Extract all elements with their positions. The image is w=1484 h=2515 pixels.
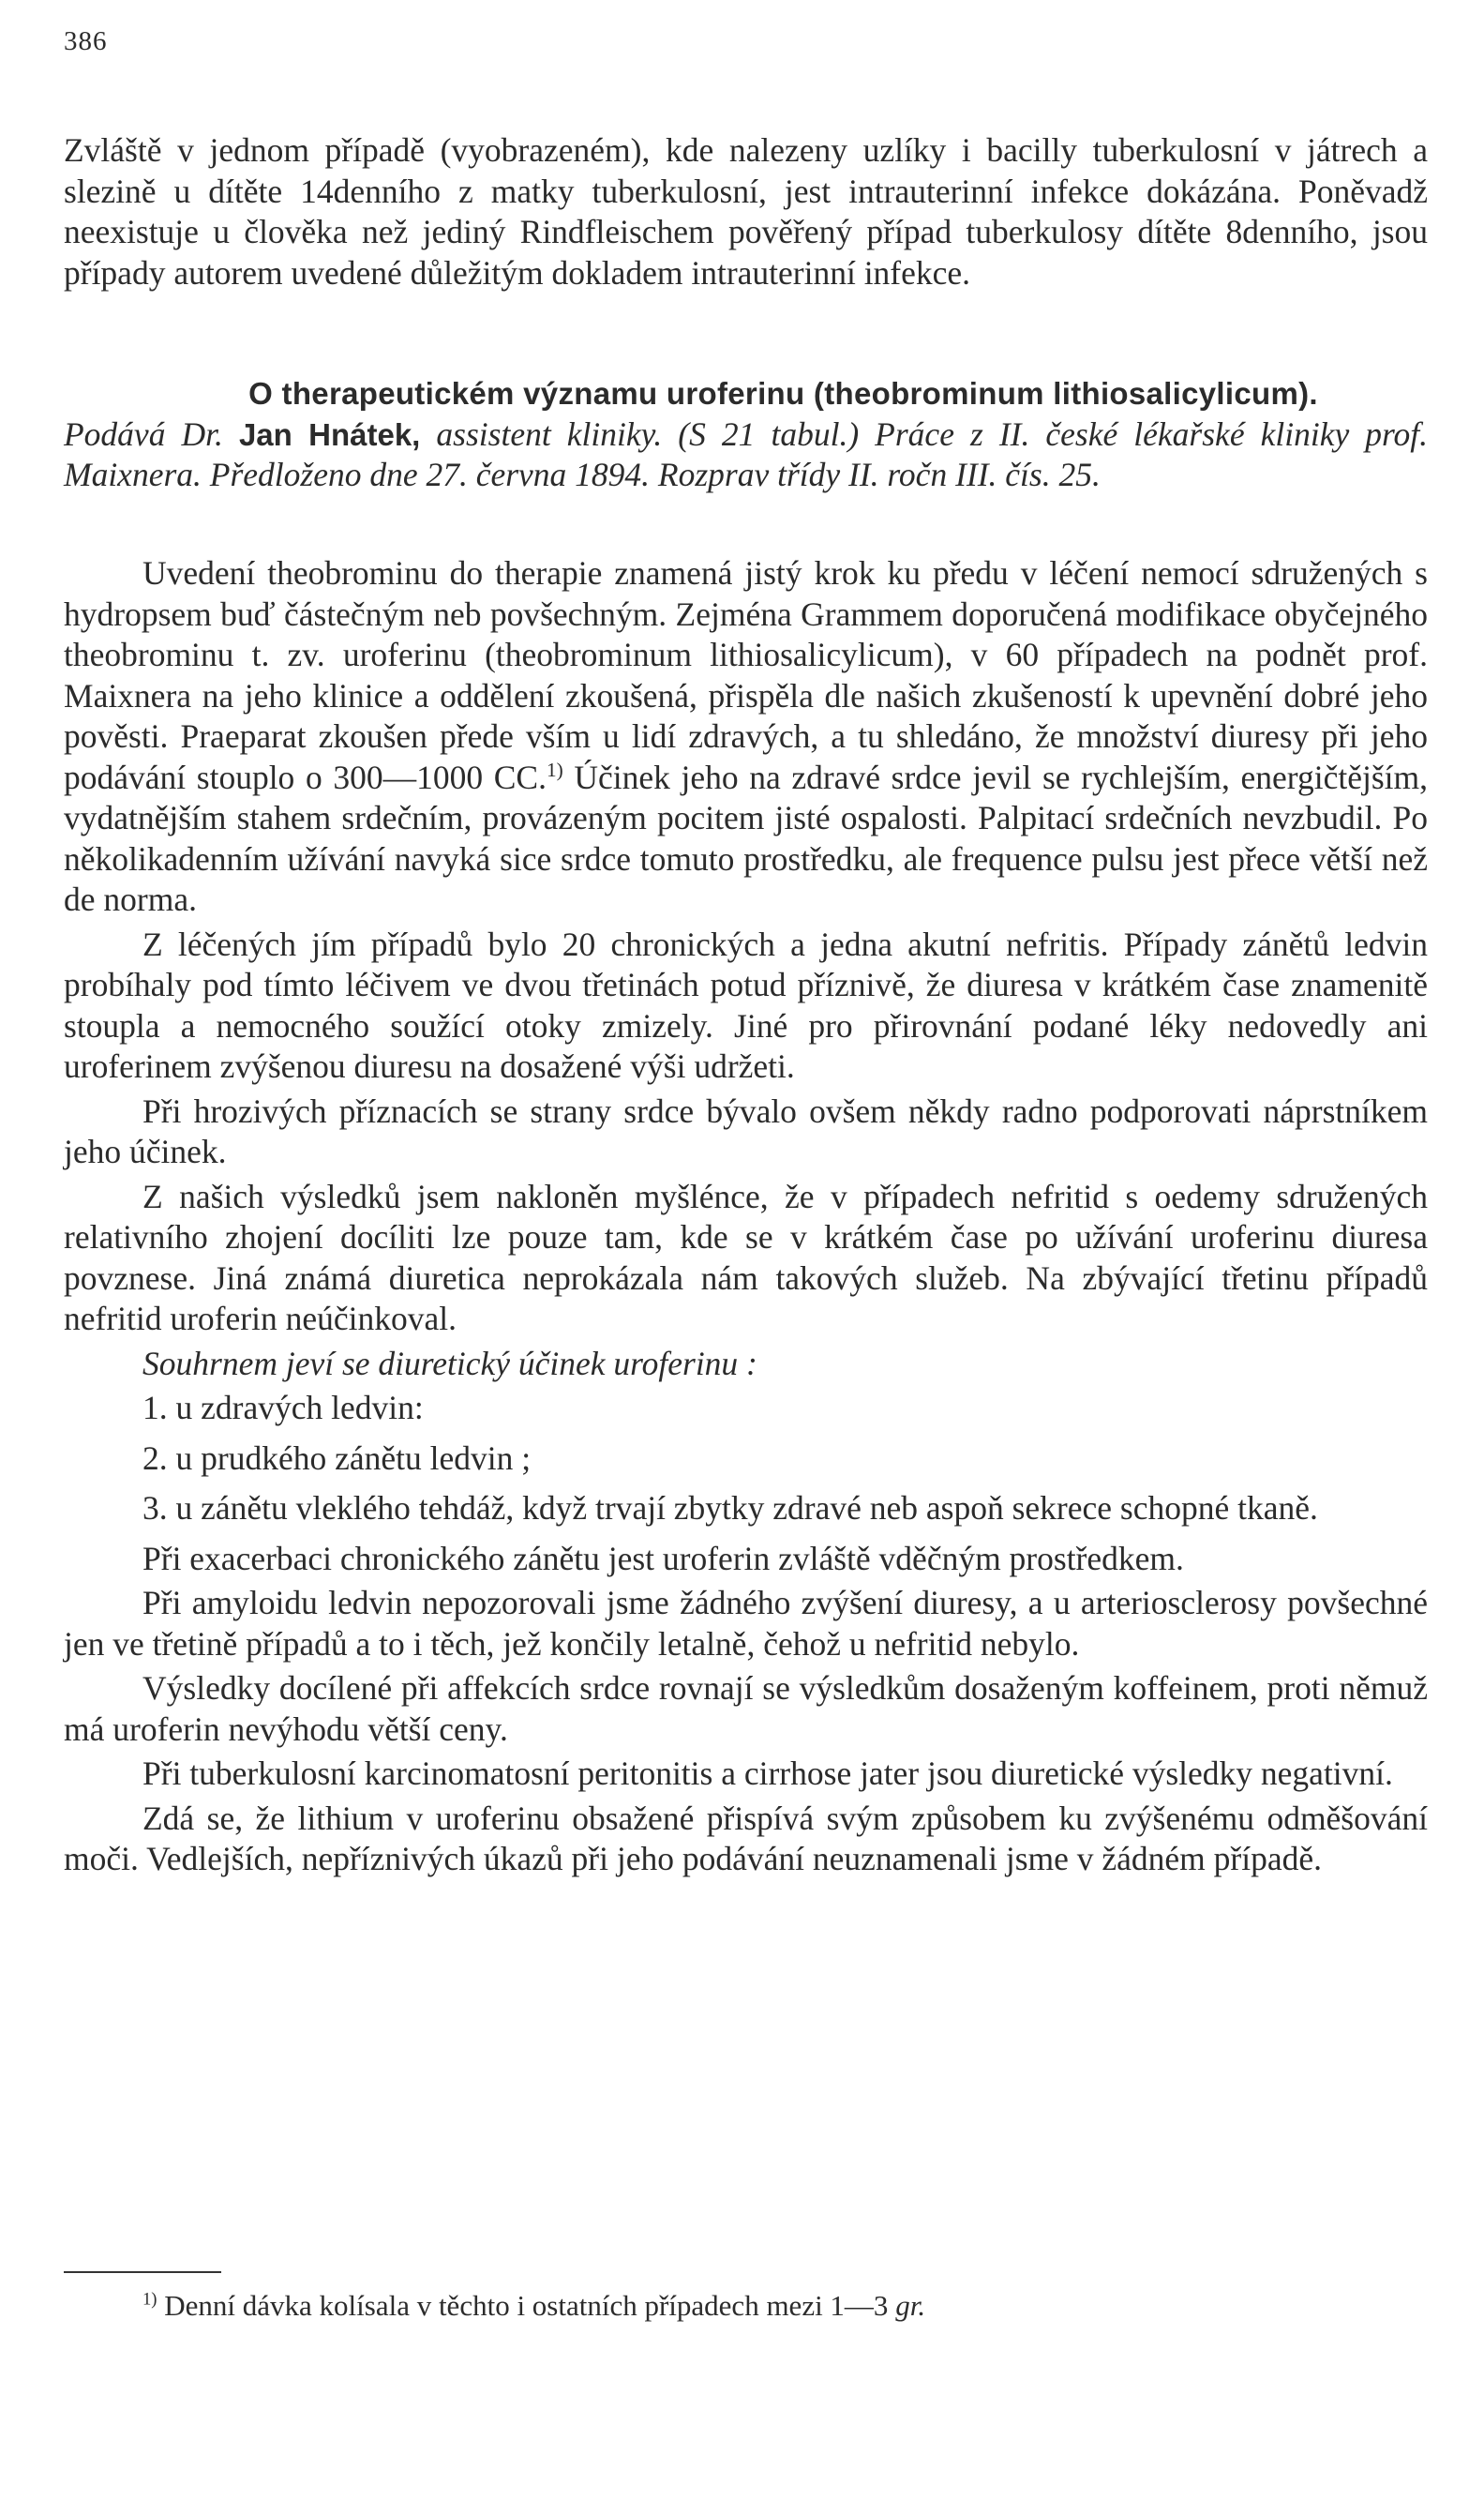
byline-prefix: Podává Dr. [64,414,223,453]
paragraph-7: Výsledky docílené při affekcích srdce rovnají se výsledkům dosaženým koffeinem, proti němuž má uroferin nevýhodu větší ceny. [64,1669,1428,1748]
footnote [64,2288,1428,2324]
paragraph-1-part-b: Účinek jeho na zdravé srdce jevil se rychlejším, energičtějším, vydatnějším stahem srdečním, provázeným pocitem jisté ospalosti. Palpitací srdečních nevzbudil. Po několikadenním užívání navyká sice srdce tomuto prostředku, ale frequence pulsu jest přece větší než de norma. [64,758,1428,918]
list-item-1: 1. u zdravých ledvin: [142,1389,424,1426]
article-author: Jan Hnátek, [238,416,421,452]
intro-paragraph: Zvláště v jednom případě (vyobrazeném), kde nalezeny uzlíky i bacilly tuberkulosní v játrech a slezině u dítěte 14denního z matky tuberkulosní, jest intrauterinní infekce dokázána. Poněvadž neexistuje u člověka než jediný Rindfleischem pověřený případ tuberkulosy dítěte 8denního, jsou případy autorem uvedené důležitým dokladem intrauterinní infekce. [64,131,1428,292]
article-title: O therapeutickém významu uroferinu (theobrominum lithiosalicylicum). [248,376,1318,411]
byline-suffix: assistent kliniky. (S 21 tabul.) Práce z II. české lékařské kliniky prof. Maixnera. Předloženo dne 27. června 1894. Rozprav třídy II. ročn III. čís. 25. [64,414,1429,493]
paragraph-2: Z léčených jím případů bylo 20 chronických a jedna akutní nefritis. Případy zánětů ledvin probíhaly pod tímto léčivem ve dvou třetinách potud příznivě, že diuresa v krátkém čase znamenitě stoupla a nemocného soužící otoky zmizely. Jiné pro přirovnání podané léky nedovedly ani uroferinem zvýšenou diuresu na dosažené výši udržeti. [64,925,1428,1085]
footnote-unit: gr. [895,2289,926,2322]
footnote-text: Denní dávka kolísala v těchto i ostatních případech mezi 1—3 [157,2289,896,2322]
footnote-divider [64,2271,221,2273]
paragraph-6: Při amyloidu ledvin nepozorovali jsme žádného zvýšení diuresy, a u arteriosclerosy povšechné jen ve třetině případů a to i těch, jež končily letalně, čehož u nefritid nebylo. [64,1584,1428,1663]
article-body [64,553,1428,1884]
footnote-reference: 1) [546,758,563,781]
paragraph-9: Zdá se, že lithium v uroferinu obsažené přispívá svým způsobem ku zvýšenému odměšování moči. Vedlejších, nepříznivých úkazů při jeho podávání neuznamenali jsme v žádném případě. [64,1799,1428,1877]
footnote-mark: 1) [142,2289,157,2310]
list-item-3: 3. u zánětu vleklého tehdáž, když trvají zbytky zdravé neb aspoň sekrece schopné tkaně. [142,1489,1318,1527]
paragraph-4: Z našich výsledků jsem nakloněn myšlénce, že v případech nefritid s oedemy sdružených relativního zhojení docíliti lze pouze tam, kde se v krátkém čase po užívání uroferinu diuresa povznese. Jiná známá diuretica neprokázala nám takových služeb. Na zbývající třetinu případů nefritid uroferin neúčinkoval. [64,1177,1428,1337]
paragraph-1-part-a: Uvedení theobrominu do therapie znamená jistý krok ku předu v léčení nemocí sdružených s hydropsem buď částečným neb povšechným. Zejména Grammem doporučená modifikace obyčejného theobrominu t. zv. uroferinu (theobrominum lithiosalicylicum), v 60 případech na podnět prof. Maixnera na jeho klinice a oddělení zkoušená, přispěla dle našich zkušeností k upevnění dobré jeho pověsti. Praeparat zkoušen přede vším u lidí zdravých, a tu shledáno, že množství diuresy při jeho podávání stouplo o 300—1000 CC. [64,554,1428,796]
page-number: 386 [64,26,108,56]
article-heading [64,373,1428,496]
summary-intro: Souhrnem jeví se diuretický účinek uroferinu : [142,1344,757,1382]
paragraph-1 [64,553,1428,921]
list-item-2: 2. u prudkého zánětu ledvin ; [142,1438,532,1477]
paragraph-8: Při tuberkulosní karcinomatosní peritonitis a cirrhose jater jsou diuretické výsledky negativní. [142,1754,1393,1792]
paragraph-5: Při exacerbaci chronického zánětu jest uroferin zvláště vděčným prostředkem. [142,1539,1184,1577]
paragraph-3: Při hrozivých příznacích se strany srdce bývalo ovšem někdy radno podporovati náprstníkem jeho účinek. [64,1092,1428,1170]
